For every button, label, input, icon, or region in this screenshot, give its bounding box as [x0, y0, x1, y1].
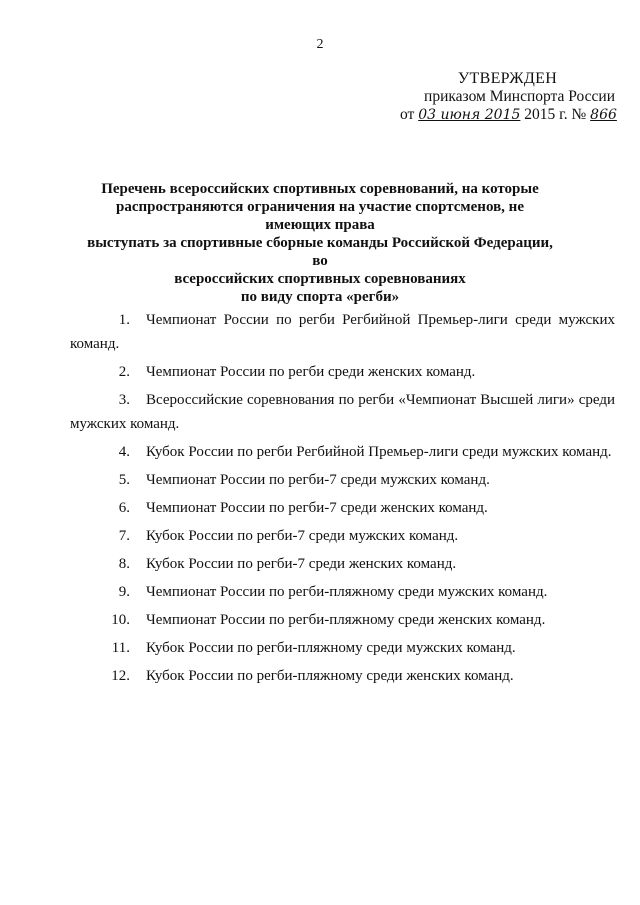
item-text: Чемпионат России по регби-пляжному среди мужских команд. — [146, 584, 548, 600]
item-number: 1. — [118, 312, 130, 328]
item-number: 6. — [118, 500, 130, 516]
list-item — [70, 388, 615, 436]
item-number: 8. — [118, 556, 130, 572]
approval-date-row — [400, 106, 615, 124]
item-text: Кубок России по регби-7 среди женских команд. — [146, 556, 457, 572]
list-item — [70, 440, 615, 464]
handwritten-date: 03 июня 2015 — [418, 107, 521, 123]
list-item — [70, 524, 615, 548]
date-prefix: от — [400, 106, 415, 123]
competition-list — [70, 308, 615, 692]
title-line: Перечень всероссийских спортивных соревнований, на которые — [101, 181, 539, 197]
title-line: по виду спорта «регби» — [240, 289, 400, 305]
item-number: 2. — [118, 364, 130, 380]
list-item — [70, 468, 615, 492]
approval-title: УТВЕРЖДЕН — [457, 70, 558, 87]
item-text: Всероссийские соревнования по регби «Чемпионат Высшей лиги» среди мужских команд. — [70, 392, 615, 432]
title-line: распространяются ограничения на участие спортсменов, не имеющих права — [116, 199, 524, 233]
item-text: Кубок России по регби-пляжному среди женских команд. — [146, 668, 514, 684]
list-item — [70, 496, 615, 520]
approval-line: приказом Минспорта России — [424, 88, 615, 105]
item-number: 11. — [111, 640, 130, 656]
item-text: Чемпионат России по регби Регбийной Премьер-лиги среди мужских команд. — [70, 312, 615, 352]
item-number: 7. — [118, 528, 130, 544]
item-text: Кубок России по регби Регбийной Премьер-лиги среди мужских команд. — [146, 444, 612, 460]
item-text: Чемпионат России по регби-7 среди мужских команд. — [146, 472, 490, 488]
list-item — [70, 636, 615, 660]
document-title — [85, 180, 555, 306]
list-item — [70, 580, 615, 604]
list-item — [70, 360, 615, 384]
item-number: 3. — [118, 392, 130, 408]
item-number: 10. — [111, 612, 130, 628]
page-number: 2 — [316, 37, 324, 52]
list-item — [70, 308, 615, 356]
approval-block — [400, 70, 615, 124]
item-text: Чемпионат России по регби-7 среди женских команд. — [146, 500, 488, 516]
item-text: Кубок России по регби-пляжному среди мужских команд. — [146, 640, 516, 656]
item-number: 12. — [111, 668, 130, 684]
item-text: Кубок России по регби-7 среди мужских команд. — [146, 528, 459, 544]
title-line: выступать за спортивные сборные команды Российской Федерации, во — [87, 235, 553, 269]
item-number: 9. — [118, 584, 130, 600]
list-item — [70, 664, 615, 688]
list-item — [70, 608, 615, 632]
item-text: Чемпионат России по регби-пляжному среди женских команд. — [146, 612, 546, 628]
title-line: всероссийских спортивных соревнованиях — [174, 271, 466, 287]
item-text: Чемпионат России по регби среди женских команд. — [146, 364, 476, 380]
list-item — [70, 552, 615, 576]
item-number: 4. — [118, 444, 130, 460]
handwritten-number: 866 — [590, 107, 617, 123]
item-number: 5. — [118, 472, 130, 488]
date-suffix: 2015 г. № — [524, 106, 587, 123]
